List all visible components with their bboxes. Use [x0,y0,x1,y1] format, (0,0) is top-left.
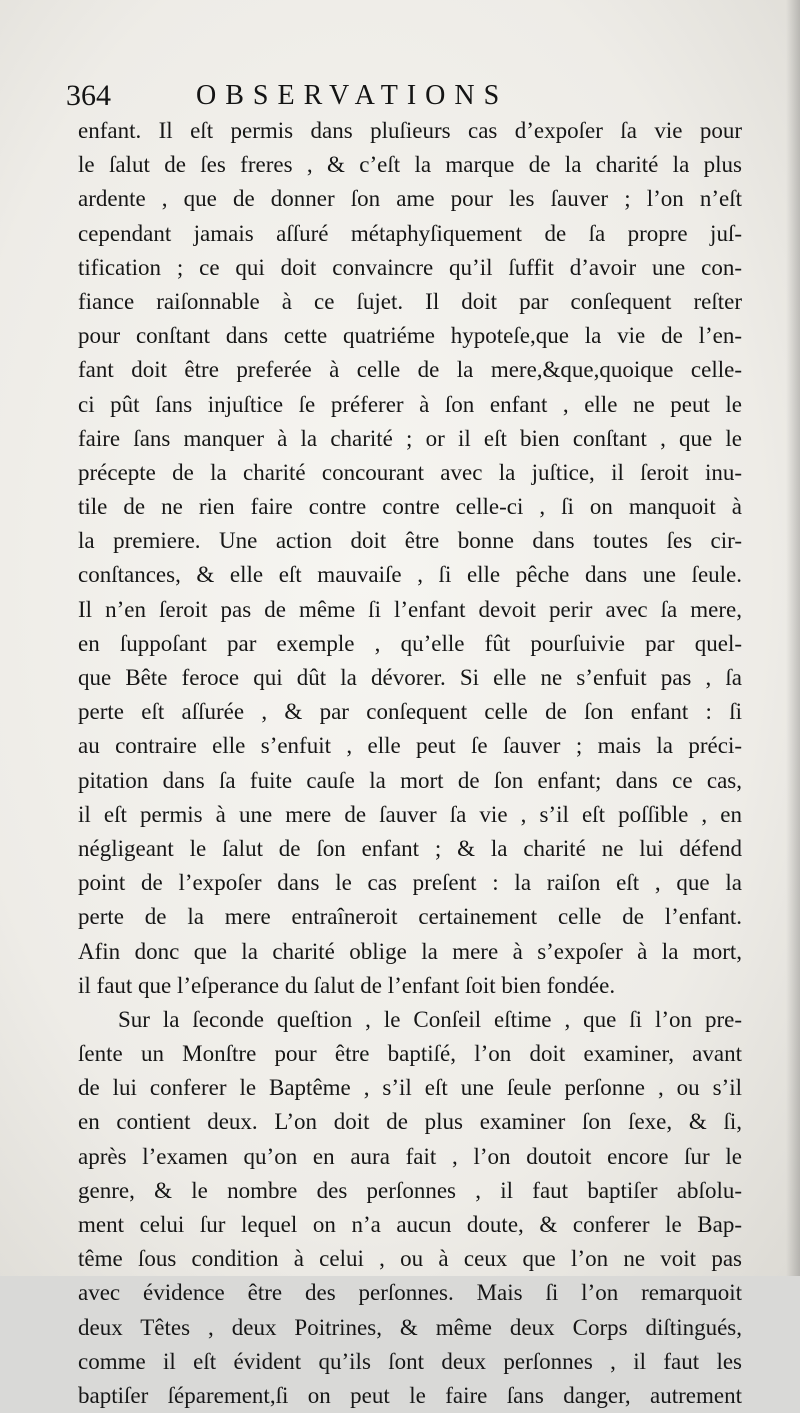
text-line: ment celui ſur lequel on n’a aucun doute, & conferer le Bap- [78,1212,742,1237]
paragraph-end-line: il faut que l’eſperance du ſalut de l’enfant ſoit bien fondée. [78,972,616,998]
page-edge-shadow [786,0,800,1276]
text-line: en ſuppoſant par exemple , qu’elle fût pourſuivie par quel- [78,630,742,656]
text-line: enfant. Il eſt permis dans pluſieurs cas d’expoſer ſa vie pour [78,118,742,143]
text-line: perte de la mere entraîneroit certainement celle de l’enfant. [78,904,742,930]
text-line: la premiere. Une action doit être bonne dans toutes ſes cir- [78,528,742,554]
text-line: négligeant le ſalut de ſon enfant ; & la charité ne lui défend [78,835,742,861]
text-line: en contient deux. L’on doit de plus examiner ſon ſexe, & ſi, [78,1109,742,1135]
text-line: conſtances, & elle eſt mauvaiſe , ſi elle pêche dans une ſeule. [78,562,742,588]
text-line: que Bête feroce qui dût la dévorer. Si elle ne s’enfuit pas , ſa [78,665,742,690]
text-line: ci pût ſans injuſtice ſe préferer à ſon enfant , elle ne peut le [78,391,742,417]
page-header [66,76,756,116]
text-line: faire ſans manquer à la charité ; or il eſt bien conſtant , que le [78,425,742,451]
page-number: 364 [66,79,111,112]
text-line: avec évidence être des perſonnes. Mais ſi l’on remarquoit [78,1280,742,1306]
text-line: fant doit être preferée à celle de la mere,&que,quoique celle- [78,357,742,383]
text-line: tification ; ce qui doit convaincre qu’il ſuffit d’avoir une con- [78,254,742,280]
text-line: après l’examen qu’on en aura fait , l’on doutoit encore ſur le [78,1143,742,1169]
text-line: genre, & le nombre des perſonnes , il faut baptiſer abſolu- [78,1177,742,1203]
text-line: perte eſt aſſurée , & par conſequent celle de ſon enfant : ſi [78,699,742,725]
text-line: cependant jamais aſſuré métaphyſiquement de ſa propre juſ- [78,220,742,246]
text-line: point de l’expoſer dans le cas preſent : la raiſon eſt , que la [78,870,742,896]
text-line: fiance raiſonnable à ce ſujet. Il doit par conſequent reſter [78,288,742,314]
paragraph-start-line: Sur la ſeconde queſtion , le Conſeil eſtime , que ſi l’on pre- [118,1006,742,1032]
text-line: le ſalut de ſes freres , & c’eſt la marque de la charité la plus [78,152,742,178]
text-line: baptiſer ſéparement,ſi on peut le faire ſans danger, autrement [78,1382,742,1408]
running-title: OBSERVATIONS [196,80,509,111]
text-line: deux Têtes , deux Poitrines, & même deux Corps diſtingués, [78,1314,742,1340]
text-line: il eſt permis à une mere de ſauver ſa vie , s’il eſt poſſible , en [78,801,742,827]
text-line: ardente , que de donner ſon ame pour les ſauver ; l’on n’eſt [78,186,742,212]
text-line: Il n’en ſeroit pas de même ſi l’enfant devoit perir avec ſa mere, [78,596,742,622]
text-line: tile de ne rien faire contre contre celle-ci , ſi on manquoit à [78,494,742,520]
text-line: comme il eſt évident qu’ils ſont deux perſonnes , il faut les [78,1348,742,1374]
text-line: pitation dans ſa fuite cauſe la mort de ſon enfant; dans ce cas, [78,767,742,793]
text-line: précepte de la charité concourant avec la juſtice, il ſeroit inu- [78,459,742,485]
text-line: Afin donc que la charité oblige la mere à s’expoſer à la mort, [78,938,742,964]
body-text [78,114,742,1413]
text-line: au contraire elle s’enfuit , elle peut ſe ſauver ; mais la préci- [78,733,742,759]
text-line: ſente un Monſtre pour être baptiſé, l’on doit examiner, avant [78,1041,742,1067]
text-line: tême ſous condition à celui , ou à ceux que l’on ne voit pas [78,1246,742,1272]
text-line: de lui conferer le Baptême , s’il eſt une ſeule perſonne , ou s’il [78,1075,742,1101]
text-line: pour conſtant dans cette quatriéme hypoteſe,que la vie de l’en- [78,323,742,349]
